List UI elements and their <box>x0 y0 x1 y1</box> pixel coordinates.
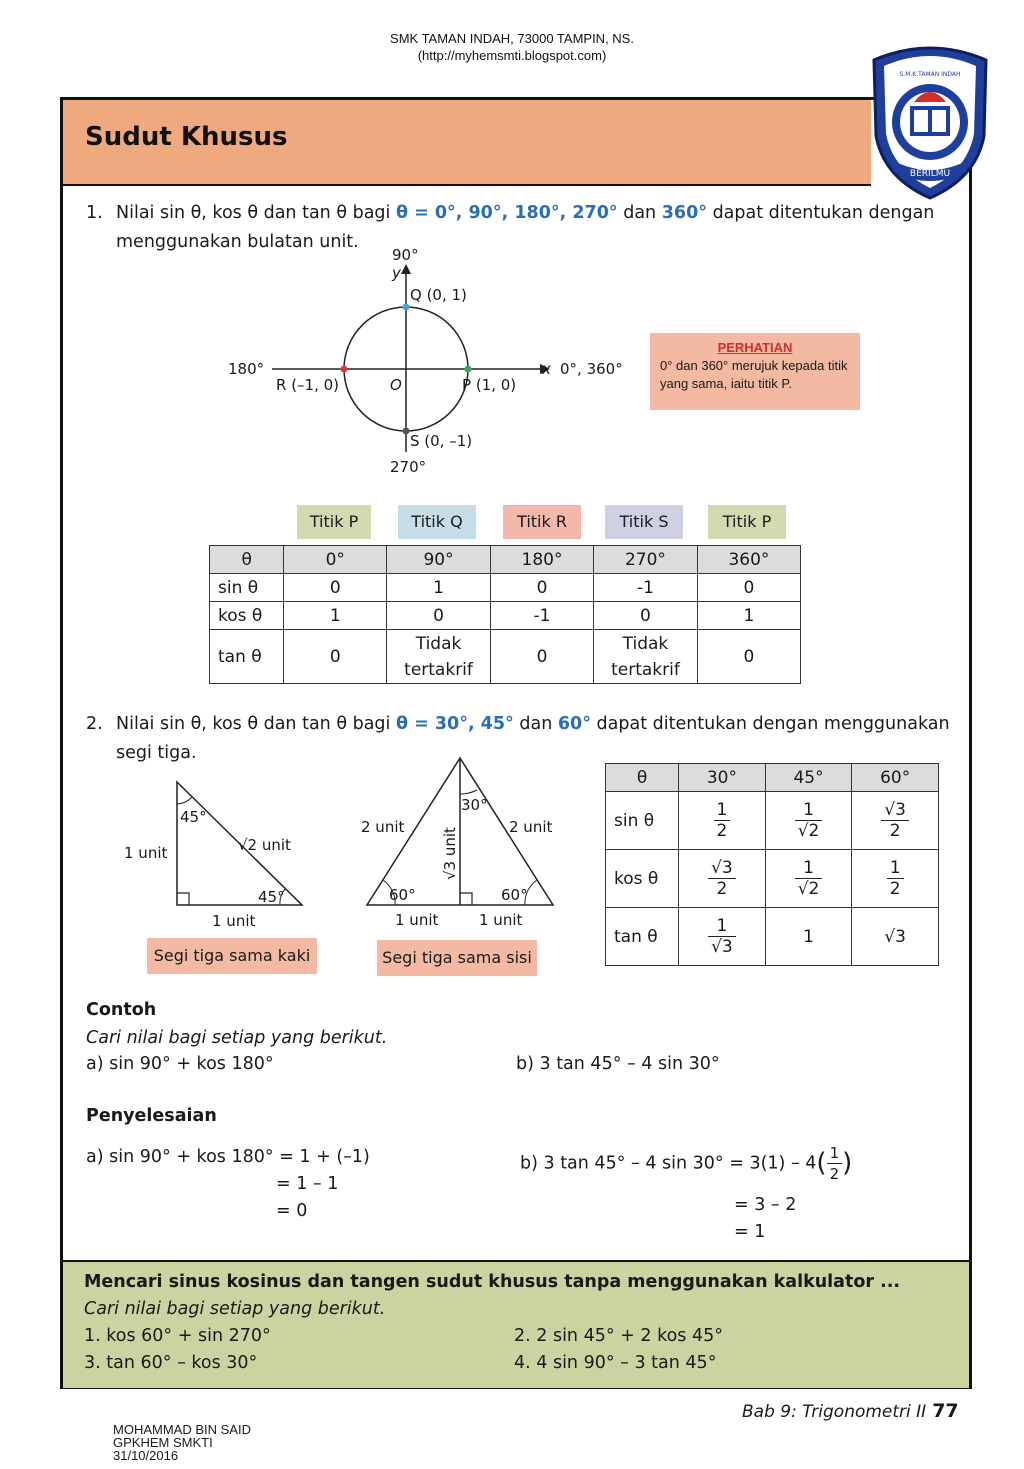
t2-sin-label: sin θ <box>606 792 679 850</box>
tri2-side-right: 2 unit <box>509 818 553 836</box>
tri1-side-bottom: 1 unit <box>212 912 256 930</box>
titik-r-label: Titik R <box>503 505 581 539</box>
label-180: 180° <box>228 360 265 378</box>
contoh-instruction: Cari nilai bagi setiap yang berikut. <box>86 1028 388 1048</box>
page-footer <box>742 1400 959 1422</box>
t1-r2-c4: Tidak tertakrif <box>594 630 698 684</box>
exercise-instruction: Cari nilai bagi setiap yang berikut. <box>84 1299 386 1319</box>
author-name: MOHAMMAD BIN SAID <box>113 1422 251 1437</box>
equilateral-triangle <box>355 750 565 940</box>
tri2-base-right: 1 unit <box>479 911 523 929</box>
t2-kos-label: kos θ <box>606 850 679 908</box>
chapter-label: Bab 9: Trigonometri II <box>742 1402 927 1422</box>
label-p: P (1, 0) <box>462 376 517 394</box>
tri1-hypotenuse: √2 unit <box>238 836 291 854</box>
t1-h1: 0° <box>284 546 387 574</box>
solution-b-line3: = 1 <box>734 1222 766 1242</box>
solution-b-line2: = 3 – 2 <box>734 1195 797 1215</box>
t1-r0-c5: 0 <box>697 574 800 602</box>
t1-r1-c1: 1 <box>284 602 387 630</box>
t1-h3: 180° <box>490 546 593 574</box>
s2-text-a: Nilai sin θ, kos θ dan tan θ bagi <box>116 714 396 734</box>
blog-url: (http://myhemsmti.blogspot.com) <box>417 48 607 63</box>
t2-h0: θ <box>606 764 679 792</box>
tri2-caption: Segi tiga sama sisi <box>377 940 537 976</box>
exercise-q2: 2. 2 sin 45° + 2 kos 45° <box>514 1326 724 1346</box>
point-s-marker <box>403 428 410 435</box>
unit-circle-diagram <box>210 240 630 480</box>
t1-r0-c3: 0 <box>490 574 593 602</box>
titik-p2-label: Titik P <box>708 505 786 539</box>
tri2-angle-top: 30° <box>461 796 488 814</box>
page-title: Sudut Khusus <box>85 122 288 152</box>
tri1-angle-bottom: 45° <box>258 888 285 906</box>
s2-angle-last: 60° <box>557 714 591 734</box>
perhatian-text: 0° dan 360° merujuk kepada titik yang sama, iaitu titik P. <box>660 358 848 391</box>
tri1-caption: Segi tiga sama kaki <box>147 938 317 974</box>
solution-b-line1: b) 3 tan 45° – 4 sin 30° = 3(1) – 4( $\frac{1}{2}$ ) <box>520 1144 853 1183</box>
solution-a-line2: = 1 – 1 <box>276 1174 339 1194</box>
s1-text-c: dapat ditentukan dengan <box>707 203 935 223</box>
exercise-heading: Mencari sinus kosinus dan tangen sudut khusus tanpa menggunakan kalkulator ... <box>84 1272 901 1292</box>
tri1-angle-top: 45° <box>180 808 207 826</box>
label-r: R (–1, 0) <box>276 376 340 394</box>
t2-tan-30: $\frac{1}{√3}$ <box>679 908 766 966</box>
t1-r1-c3: -1 <box>490 602 593 630</box>
point-p-marker <box>465 366 472 373</box>
contoh-question-b: b) 3 tan 45° – 4 sin 30° <box>516 1054 720 1074</box>
page-number: 77 <box>932 1400 959 1422</box>
t2-h3: 60° <box>852 764 939 792</box>
s2-text-b: dan <box>513 714 558 734</box>
t1-r1-c0: kos θ <box>210 602 284 630</box>
t2-tan-45: 1 <box>765 908 852 966</box>
label-q: Q (0, 1) <box>410 286 467 304</box>
t1-h2: 90° <box>387 546 491 574</box>
s1-angles: θ = 0°, 90°, 180°, 270° <box>395 203 618 223</box>
label-o: O <box>390 376 402 394</box>
t1-r2-c0: tan θ <box>210 630 284 684</box>
label-x: x <box>542 360 551 378</box>
tri2-side-left: 2 unit <box>361 818 405 836</box>
author-role: GPKHEM SMKTI <box>113 1435 213 1450</box>
label-0-360: 0°, 360° <box>560 360 623 378</box>
author-block <box>113 1423 251 1462</box>
t1-r2-c3: 0 <box>490 630 593 684</box>
label-90: 90° <box>392 246 419 264</box>
t1-r1-c5: 1 <box>697 602 800 630</box>
exercise-q4: 4. 4 sin 90° – 3 tan 45° <box>514 1353 717 1373</box>
t2-kos-60: $\frac{1}{2}$ <box>852 850 939 908</box>
label-270: 270° <box>390 458 427 476</box>
t1-r0-c4: -1 <box>594 574 698 602</box>
section-1-number: 1. <box>86 203 103 223</box>
perhatian-note <box>650 333 860 410</box>
logo-name: S.M.K.TAMAN INDAH <box>899 71 961 78</box>
school-name: SMK TAMAN INDAH, 73000 TAMPIN, NS. <box>390 31 634 46</box>
t2-h1: 30° <box>679 764 766 792</box>
t1-r2-c5: 0 <box>697 630 800 684</box>
isosceles-triangle <box>120 770 330 940</box>
special-angle-table <box>209 545 801 684</box>
title-bar <box>63 100 871 186</box>
t1-r0-c2: 1 <box>387 574 491 602</box>
tri2-height: √3 unit <box>441 827 459 880</box>
tri2-base-left: 1 unit <box>395 911 439 929</box>
label-s: S (0, –1) <box>410 432 473 450</box>
solution-b-text: b) 3 tan 45° – 4 sin 30° = 3(1) – 4 <box>520 1153 817 1174</box>
exercise-q3: 3. tan 60° – kos 30° <box>84 1353 258 1373</box>
contoh-question-a: a) sin 90° + kos 180° <box>86 1054 274 1074</box>
t1-r0-c1: 0 <box>284 574 387 602</box>
perhatian-heading: PERHATIAN <box>717 340 793 355</box>
s2-text-c: dapat ditentukan dengan menggunakan <box>590 714 950 734</box>
s2-angles: θ = 30°, 45° <box>395 714 514 734</box>
tri1-side-left: 1 unit <box>124 844 168 862</box>
contoh-heading: Contoh <box>86 1000 157 1020</box>
titik-q-label: Titik Q <box>398 505 476 539</box>
s1-line2: menggunakan bulatan unit. <box>116 232 359 252</box>
point-r-marker <box>341 366 348 373</box>
s1-text-b: dan <box>617 203 662 223</box>
t1-h4: 270° <box>594 546 698 574</box>
school-logo <box>866 40 994 202</box>
author-date: 31/10/2016 <box>113 1448 179 1463</box>
t1-r1-c4: 0 <box>594 602 698 630</box>
ratio-table <box>605 763 939 966</box>
s1-text-a: Nilai sin θ, kos θ dan tan θ bagi <box>116 203 396 223</box>
t2-sin-60: $\frac{√3}{2}$ <box>852 792 939 850</box>
tri2-angle-right: 60° <box>501 886 528 904</box>
label-y: y <box>392 264 401 282</box>
logo-motto: BERILMU <box>909 169 951 179</box>
t2-h2: 45° <box>765 764 852 792</box>
s1-angle-last: 360° <box>661 203 707 223</box>
t1-h5: 360° <box>697 546 800 574</box>
t1-r1-c2: 0 <box>387 602 491 630</box>
titik-p-label: Titik P <box>297 505 371 539</box>
solution-b-fraction: $\frac{1}{2}$ <box>827 1143 843 1184</box>
section-2-number: 2. <box>86 714 103 734</box>
t2-sin-45: $\frac{1}{√2}$ <box>765 792 852 850</box>
t2-kos-45: $\frac{1}{√2}$ <box>765 850 852 908</box>
t1-r2-c1: 0 <box>284 630 387 684</box>
t1-r2-c2: Tidak tertakrif <box>387 630 491 684</box>
t1-h0: θ <box>210 546 284 574</box>
exercise-q1: 1. kos 60° + sin 270° <box>84 1326 271 1346</box>
solution-a-line1: a) sin 90° + kos 180° = 1 + (–1) <box>86 1147 370 1167</box>
penyelesaian-heading: Penyelesaian <box>86 1106 217 1126</box>
t2-tan-label: tan θ <box>606 908 679 966</box>
t1-r0-c0: sin θ <box>210 574 284 602</box>
t2-kos-30: $\frac{√3}{2}$ <box>679 850 766 908</box>
t2-tan-60: √3 <box>852 908 939 966</box>
point-q-marker <box>403 304 410 311</box>
titik-s-label: Titik S <box>605 505 683 539</box>
solution-a-line3: = 0 <box>276 1201 308 1221</box>
tri2-angle-left: 60° <box>389 886 416 904</box>
t2-sin-30: $\frac{1}{2}$ <box>679 792 766 850</box>
s2-line2: segi tiga. <box>116 743 197 763</box>
